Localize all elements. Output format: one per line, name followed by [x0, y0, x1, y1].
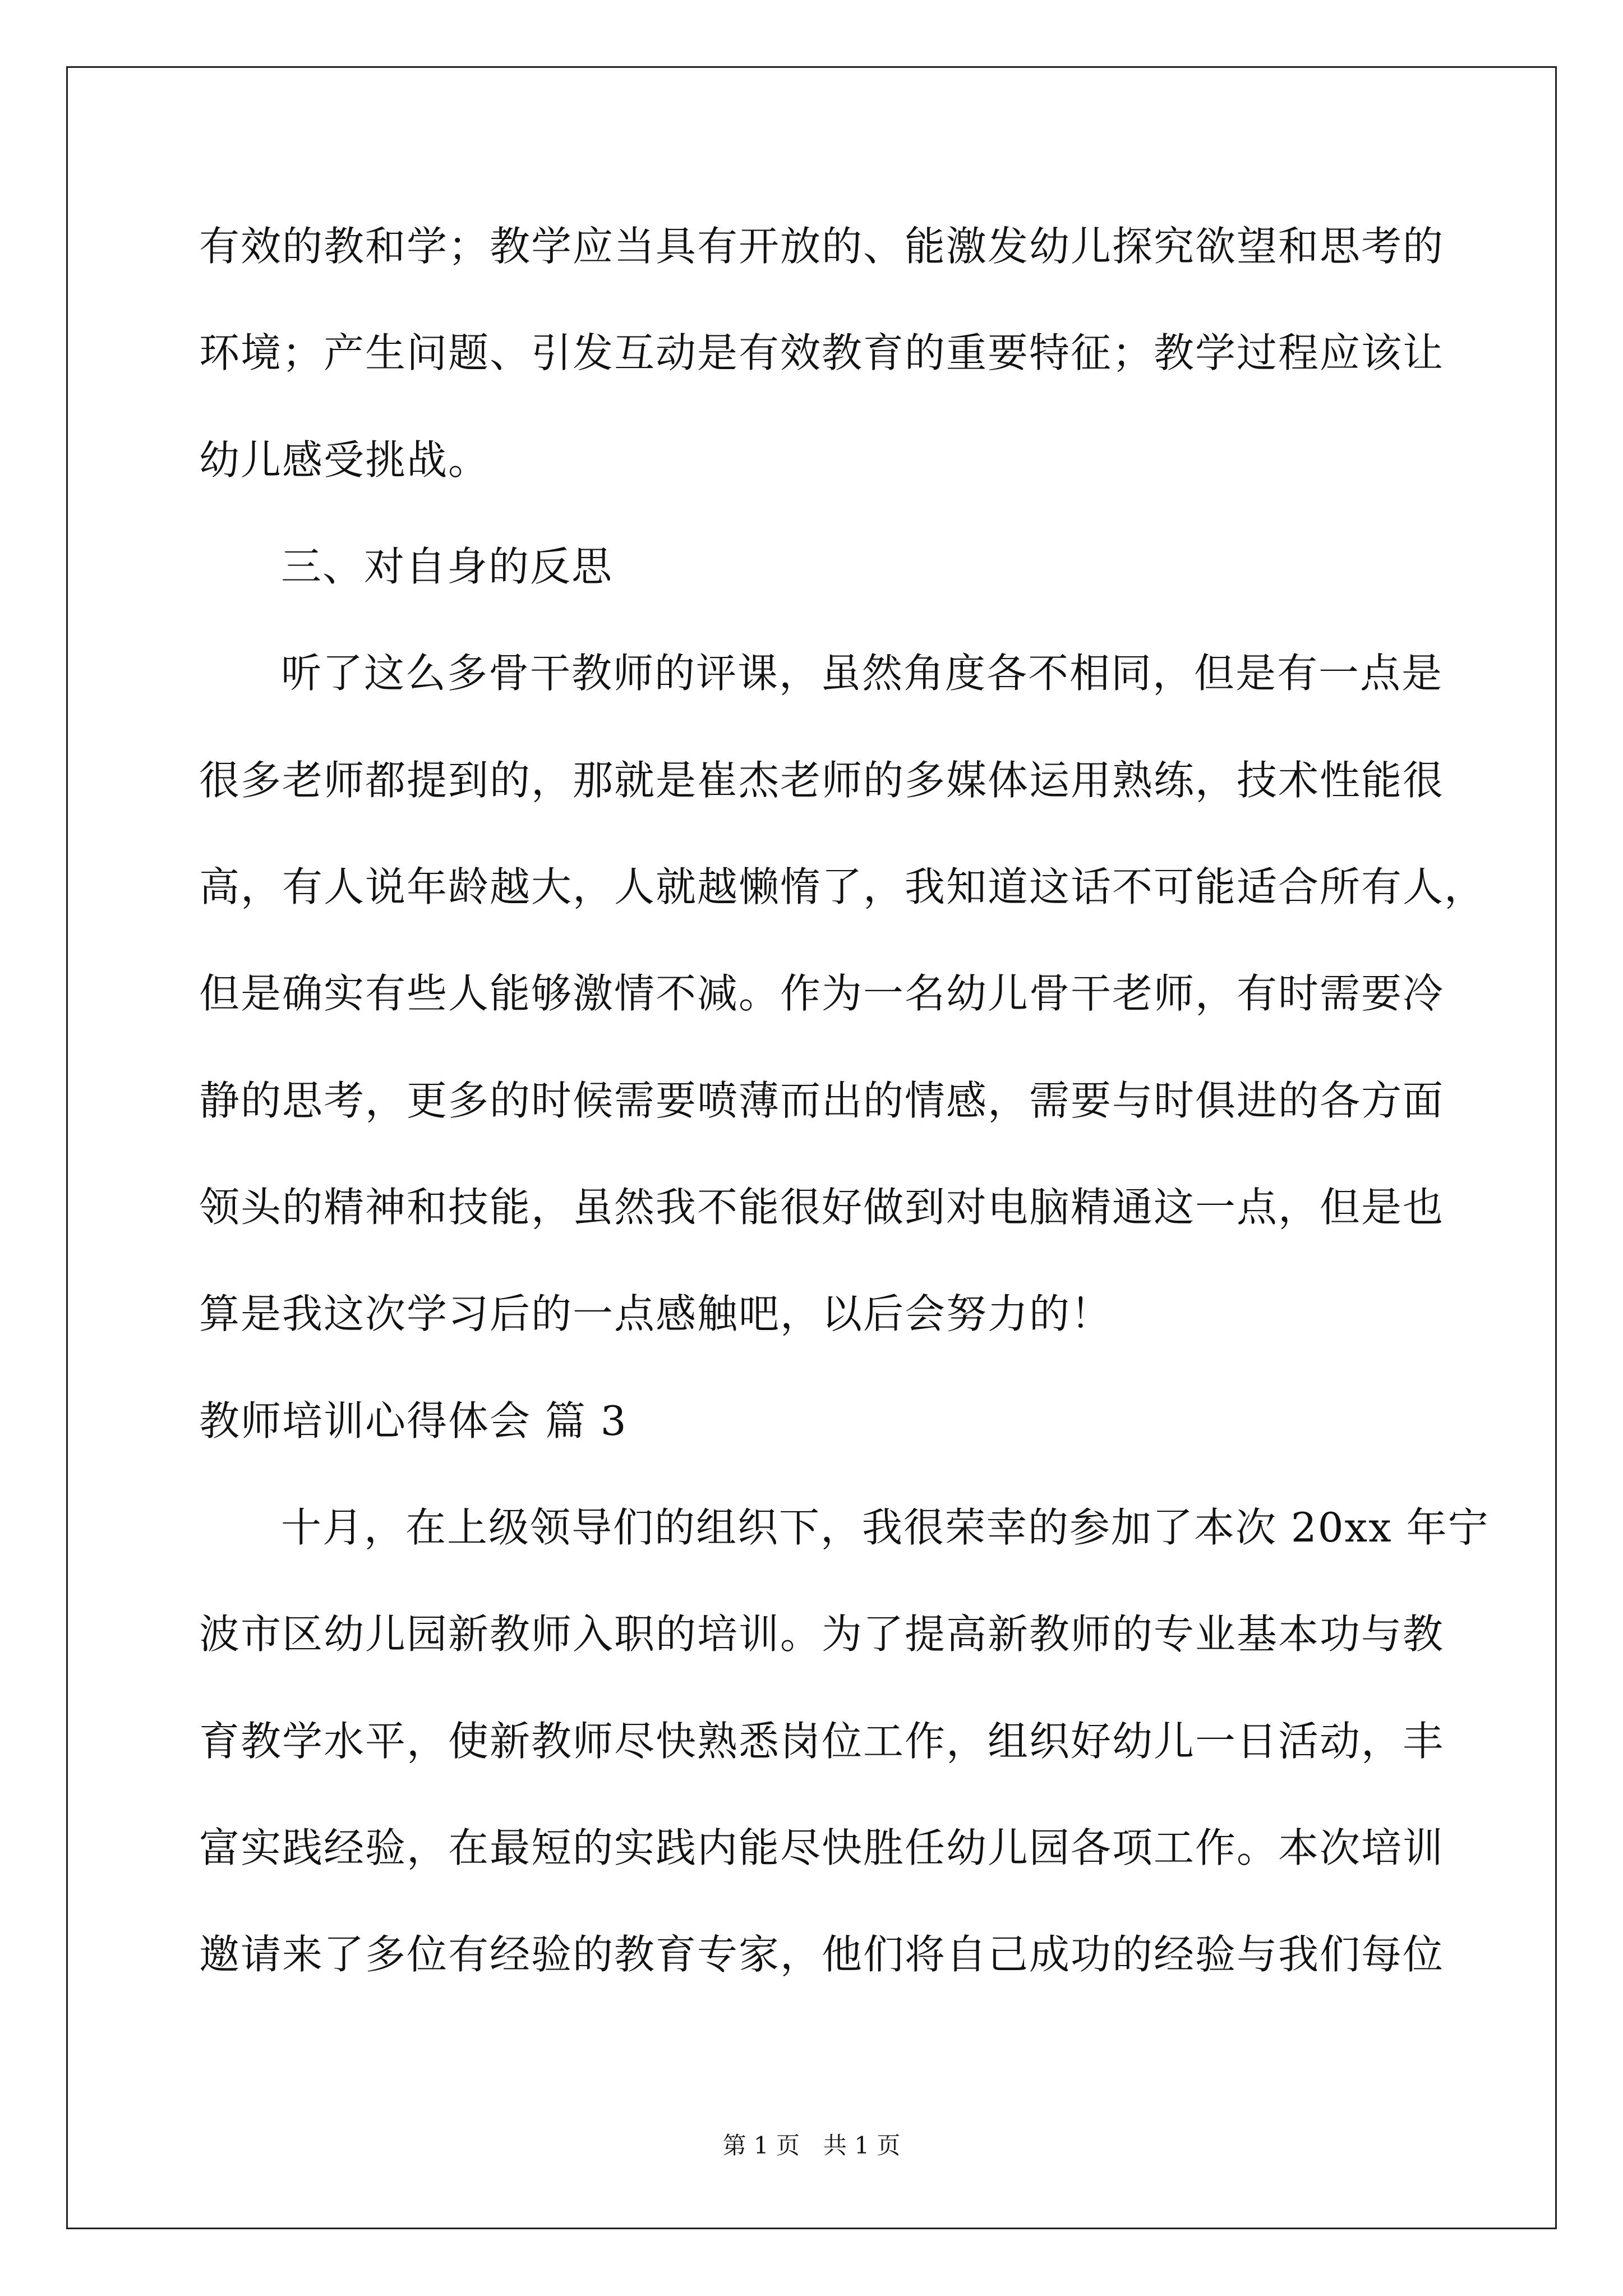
page-border	[66, 66, 1557, 2229]
article-title: 教师培训心得体会 篇 3	[199, 1397, 628, 1444]
body-line-16: 富实践经验，在最短的实践内能尽快胜任幼儿园各项工作。本次培训	[199, 1824, 1445, 1871]
body-line-2: 环境；产生问题、引发互动是有效教育的重要特征；教学过程应该让	[199, 329, 1445, 376]
body-line-9: 静的思考，更多的时候需要喷薄而出的情感，需要与时俱进的各方面	[199, 1077, 1445, 1124]
body-line-1: 有效的教和学；教学应当具有开放的、能激发幼儿探究欲望和思考的	[199, 223, 1445, 270]
page-number-footer: 第 1 页 共 1 页	[722, 2132, 901, 2159]
body-line-6: 很多老师都提到的，那就是崔杰老师的多媒体运用熟练，技术性能很	[199, 757, 1445, 804]
body-line-17: 邀请来了多位有经验的教育专家，他们将自己成功的经验与我们每位	[199, 1931, 1445, 1978]
body-line-13: 十月，在上级领导们的组织下，我很荣幸的参加了本次 20xx 年宁	[281, 1504, 1490, 1551]
body-line-7: 高，有人说年龄越大，人就越懒惰了，我知道这话不可能适合所有人，	[199, 863, 1486, 910]
body-line-8: 但是确实有些人能够激情不减。作为一名幼儿骨干老师，有时需要冷	[199, 970, 1445, 1017]
section-heading: 三、对自身的反思	[281, 543, 614, 590]
body-line-15: 育教学水平，使新教师尽快熟悉岗位工作，组织好幼儿一日活动，丰	[199, 1718, 1445, 1765]
body-line-3: 幼儿感受挑战。	[199, 436, 490, 484]
body-line-10: 领头的精神和技能，虽然我不能很好做到对电脑精通这一点，但是也	[199, 1184, 1445, 1231]
body-line-11: 算是我这次学习后的一点感触吧，以后会努力的！	[199, 1290, 1113, 1337]
body-line-14: 波市区幼儿园新教师入职的培训。为了提高新教师的专业基本功与教	[199, 1611, 1445, 1658]
body-line-5: 听了这么多骨干教师的评课，虽然角度各不相同，但是有一点是	[281, 650, 1444, 697]
